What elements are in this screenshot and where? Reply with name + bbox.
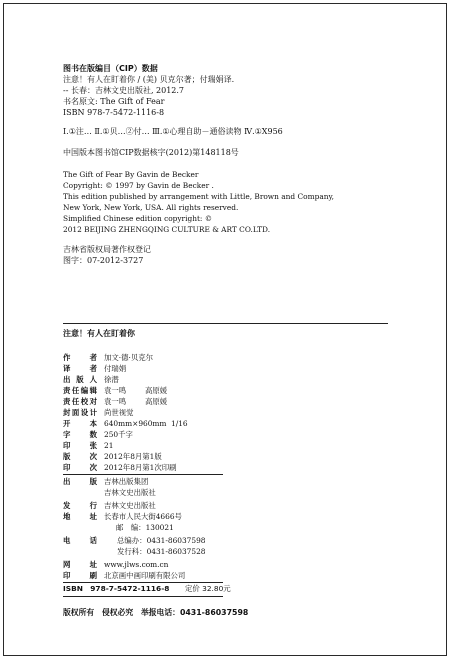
price: 定价 32.80元: [185, 584, 231, 593]
detail-label: 责任编辑: [63, 386, 97, 395]
detail-label: 发行: [63, 501, 97, 510]
divider: [63, 323, 388, 324]
detail-value: 2012年8月第1版: [104, 452, 162, 461]
detail-value: 吉林出版集团: [104, 477, 149, 486]
detail-label: 作者: [63, 353, 97, 362]
copyright-line: This edition published by arrangement with Little, Brown and Company,: [63, 192, 335, 201]
detail-label: 出版: [63, 477, 97, 486]
detail-label: 出版人: [63, 375, 97, 384]
detail-value: 总编办：0431-86037598: [117, 536, 206, 545]
detail-value: 高原媛: [145, 386, 168, 395]
detail-value: 吉林文史出版社: [104, 501, 156, 510]
book-title: 注意！有人在盯着你: [63, 329, 135, 338]
cip-isbn: ISBN 978-7-5472-1116-8: [63, 108, 165, 117]
cip-heading: 图书在版编目（CIP）数据: [63, 64, 158, 73]
phone-distribution: 发行科：0431-86037528: [117, 547, 206, 556]
cip-entry-line: 注意！有人在盯着你 / (美) 贝克尔著；付瑞娟译.: [63, 75, 235, 84]
registration-number: 图字：07-2012-3727: [63, 256, 144, 265]
cip-entry-line: -- 长春：吉林文史出版社, 2012.7: [63, 86, 185, 95]
detail-value: 高原媛: [145, 397, 168, 406]
detail-value: 250千字: [104, 430, 133, 439]
detail-value: 长春市人民大街4666号: [104, 512, 182, 521]
detail-value: 袁一鸣: [104, 386, 127, 395]
detail-label: 责任校对: [63, 397, 97, 406]
detail-value: 640mm×960mm: [104, 419, 167, 428]
postcode: 邮 编：130021: [116, 523, 174, 532]
detail-value: 加文·德·贝克尔: [104, 353, 154, 362]
detail-label: 网址: [63, 560, 97, 569]
publisher-name: 吉林文史出版社: [104, 488, 156, 497]
copyright-line: Copyright: © 1997 by Gavin de Becker .: [63, 181, 214, 190]
cip-entry-line: 书名原文: The Gift of Fear: [63, 97, 165, 106]
isbn: ISBN 978-7-5472-1116-8: [63, 584, 170, 593]
detail-value: 袁一鸣: [104, 397, 127, 406]
detail-label: 开本: [63, 419, 97, 428]
detail-value: 21: [104, 441, 114, 450]
detail-label: 电话: [63, 536, 97, 545]
detail-value: 2012年8月第1次印刷: [104, 463, 177, 472]
detail-label: 印张: [63, 441, 97, 450]
copyright-line: New York, New York, USA. All rights reserved.: [63, 203, 239, 212]
copyright-line: The Gift of Fear By Gavin de Becker: [63, 170, 199, 179]
divider: [63, 596, 223, 597]
cip-classification: Ⅰ.①注… Ⅱ.①贝…②付… Ⅲ.①心理自助－通俗读物 Ⅳ.①X956: [63, 127, 283, 136]
detail-label: 地址: [63, 512, 97, 521]
detail-value: 徐潜: [104, 375, 119, 384]
cip-catalog-number: 中国版本图书馆CIP数据核字(2012)第148118号: [63, 148, 239, 157]
detail-label: 印刷: [63, 571, 97, 580]
footer-rights: 版权所有 侵权必究 举报电话：0431-86037598: [63, 608, 249, 617]
detail-value: 北京画中画印刷有限公司: [104, 571, 186, 580]
detail-label: 字数: [63, 430, 97, 439]
detail-label: 版次: [63, 452, 97, 461]
detail-label: 印次: [63, 463, 97, 472]
detail-label: 封面设计: [63, 408, 97, 417]
copyright-line: 2012 BEIJING ZHENGQING CULTURE & ART CO.LTD.: [63, 225, 271, 234]
registration-line: 吉林省版权局著作权登记: [63, 245, 151, 254]
divider: [63, 474, 223, 475]
copyright-line: Simplified Chinese edition copyright: ©: [63, 214, 213, 223]
detail-label: 译者: [63, 364, 97, 373]
detail-value: www.jlws.com.cn: [104, 560, 169, 569]
detail-value: 尚世视觉: [104, 408, 134, 417]
detail-value: 1/16: [171, 419, 188, 428]
detail-value: 付瑞娟: [104, 364, 127, 373]
